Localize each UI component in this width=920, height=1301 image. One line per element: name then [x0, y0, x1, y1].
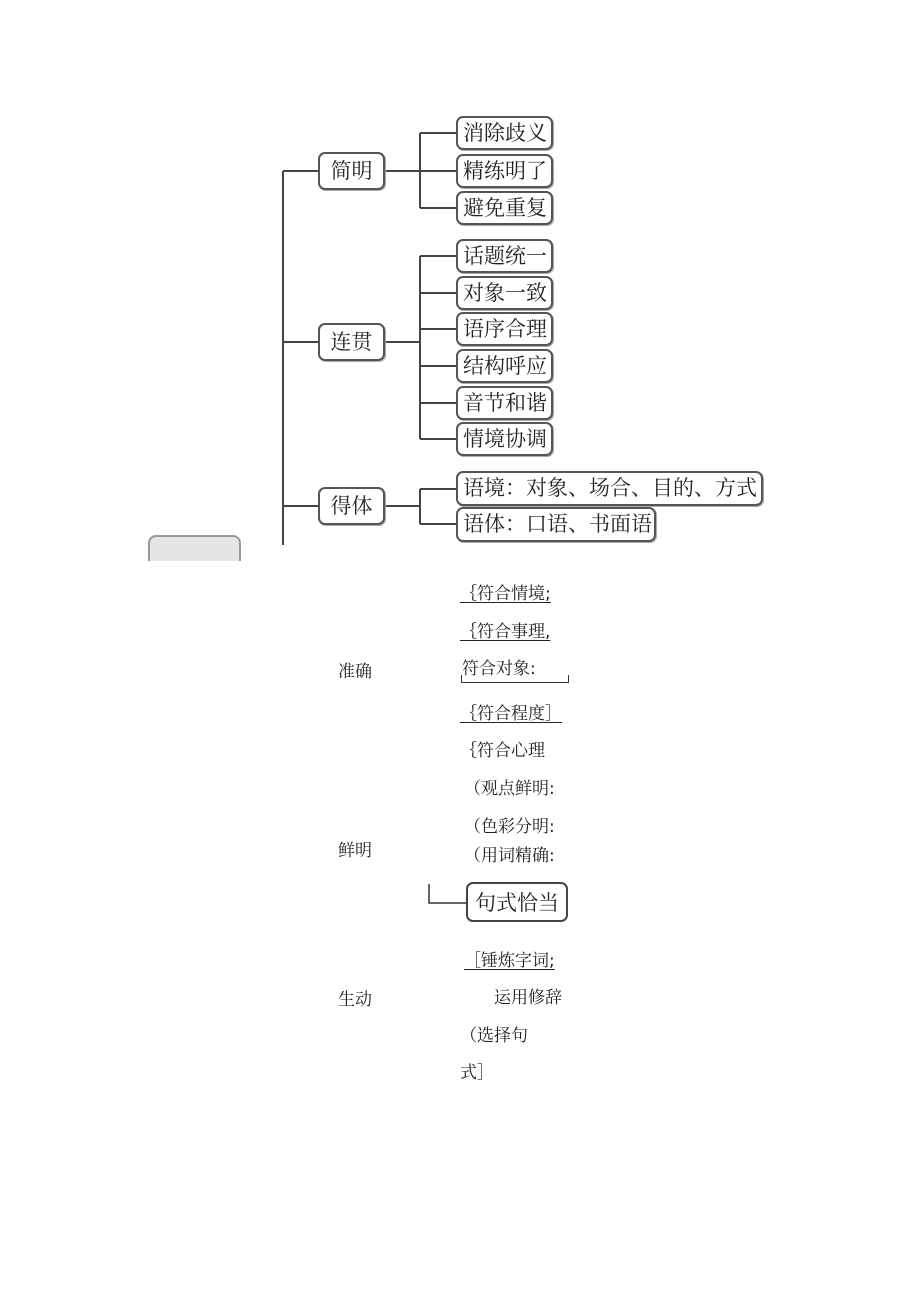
outline-item: 式］	[460, 1063, 494, 1083]
outline-item: （用词精确:	[464, 846, 555, 866]
leaf-node: 音节和谐	[456, 386, 553, 420]
leaf-node: 结构呼应	[456, 349, 553, 383]
leaf-node: 对象一致	[456, 276, 553, 310]
outline-item: ｛符合情境;	[460, 584, 551, 604]
cropped-root-node	[148, 535, 241, 561]
leaf-node: 语体：口语、书面语	[456, 507, 656, 542]
leaf-node: 语境：对象、场合、目的、方式	[456, 471, 763, 506]
sentence-pattern-box: 句式恰当	[466, 882, 568, 922]
leaf-node: 精练明了	[456, 154, 553, 188]
outline-item: （色彩分明:	[464, 817, 555, 837]
sentence-connector	[427, 884, 467, 914]
leaf-node: 消除歧义	[456, 116, 553, 150]
leaf-node: 语序合理	[456, 312, 553, 346]
leaf-node: 避免重复	[456, 191, 553, 225]
branch-node-jianming: 简明	[318, 152, 385, 190]
branch-node-deti: 得体	[318, 487, 385, 525]
leaf-node: 情境协调	[456, 422, 553, 456]
category-label-shengdong: 生动	[338, 990, 372, 1010]
outline-item: （选择句	[460, 1026, 528, 1046]
outline-item: 符合对象:	[462, 659, 536, 679]
leaf-node: 话题统一	[456, 239, 553, 273]
category-label-xianming: 鲜明	[338, 841, 372, 861]
branch-node-lianguan: 连贯	[318, 323, 385, 361]
outline-item: ｛符合事理,	[460, 622, 551, 642]
outline-item: （观点鲜明:	[464, 779, 555, 799]
outline-item: ｛符合心理	[460, 741, 545, 761]
outline-item: ｛符合程度］	[460, 704, 562, 724]
category-label-zhunque: 准确	[338, 662, 372, 682]
outline-item: ［锤炼字词;	[464, 951, 555, 971]
bracket-line	[461, 675, 569, 683]
mind-map	[0, 0, 920, 560]
outline-item: 运用修辞	[494, 988, 562, 1008]
